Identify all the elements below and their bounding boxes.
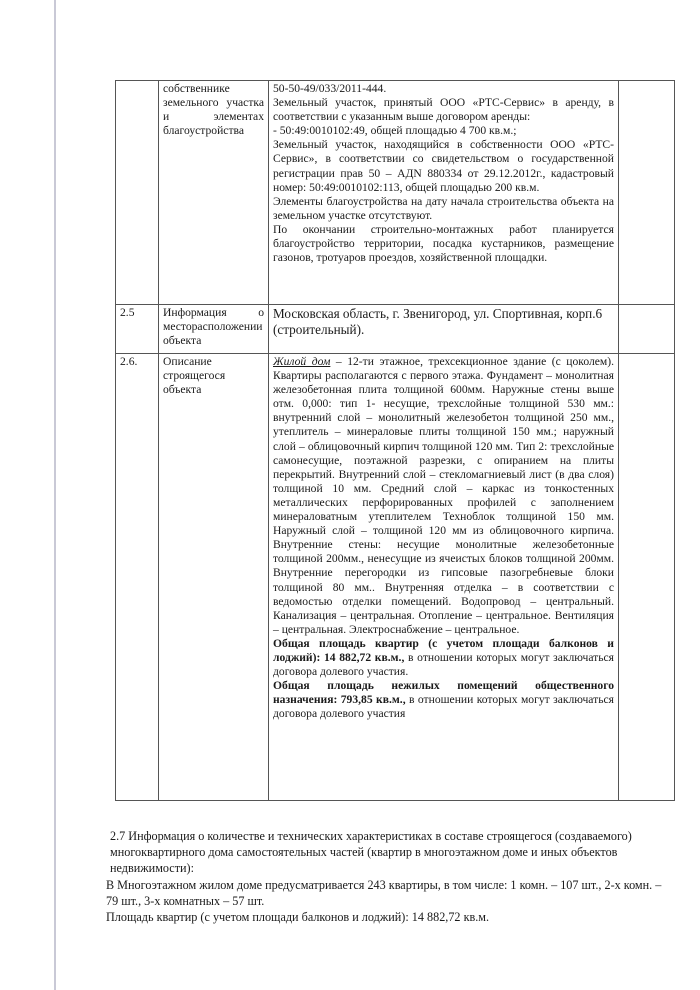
nonresidential-area [273,679,614,721]
row-label: Описание строящегося объекта [159,354,269,801]
apartments-count: В Многоэтажном жилом доме предусматривается 243 квартиры, в том числе: 1 комн. – 107 шт., 2-х комн. – 79 шт., 3-х комнатных – 57 шт. [106,877,662,908]
owned-land-text: Земельный участок, находящийся в собственности ООО «РТС-Сервис», в соответствии со свидетельством о государственной регистрации прав 50 – АДN 880334 от 29.12.2012г., кадастровый номер: 50:49:0010102:113, общей площадью 200 кв.м. [273,138,614,194]
section-2-7 [106,828,666,925]
apartments-area [273,637,614,679]
building-description-text: – 12-ти этажное, трехсекционное здание (с цоколем). Квартиры располагаются с первого этажа. Фундамент – монолитная железобетонная плита толщиной 600мм. Наружные стены выше отм. 0,000: тип 1- несущие, трехслойные толщиной 530 мм.: внутренний слой – монолитный железобетон толщиной 250 мм., утеплитель – минераловые плиты толщиной 150 мм.; наружный слой – облицовочный кирпич толщиной 120 мм. Тип 2: трехслойные самонесущие, поэтажной разрезки, с опиранием на плиты перекрытий. Внутренний слой – стекломагниевый лист (в два слоя) толщиной 10 мм. Средний слой – каркас из тонкостенных металлических перфорированных профилей с заполнением минераловатным утеплителем Техноблок толщиной 150 мм. Наружный слой – толщиной 120 мм из облицовочного кирпича. Внутренние стены: несущие монолитные железобетонные толщиной 200мм., ненесущие из ячеистых блоков толщиной 200мм. Внутренние перегородки из гипсовые пазогребневые блоки толщиной 80 мм.. Внутренняя отделка – в соответствии с ведомостью отделки помещений. Водопровод – центральный. Канализация – центральная. Отопление – центральное. Вентиляция – центральная. Электроснабжение – центральное. [273,355,614,636]
landscaping-planned: По окончании строительно-монтажных работ планируется благоустройство территории, посадка кустарников, размещение газонов, тротуаров проездов, хозяйственной площадки. [273,222,614,265]
apartments-total-area: Площадь квартир (с учетом площади балконов и лоджий): 14 882,72 кв.м. [106,910,490,925]
table-row-location [116,305,675,354]
row-number: 2.6. [116,354,159,801]
row-number: 2.5 [116,305,159,354]
page-binding-line [54,0,56,990]
building-type: Жилой дом [273,355,331,368]
landscaping-current: Элементы благоустройства на дату начала строительства объекта на земельном участке отсутствуют. [273,194,614,222]
row-notes [619,354,675,801]
apartments-area-bold: Общая площадь квартир (с учетом площади балконов и лоджий): 14 882,72 кв.м., [273,636,614,664]
section-heading: 2.7 Информация о количестве и технических характеристиках в составе строящегося (создаваемого) многоквартирного дома самостоятельных частей (квартир в многоэтажном доме и иных объектов недвижимости): [110,829,632,876]
table-row-land-owner [116,81,675,305]
row-notes [619,81,675,305]
row-content [269,81,619,305]
row-label: собственнике земельного участка и элементах благоустройства [159,81,269,305]
row-label: Информация о месторасположении объекта [159,305,269,354]
row-notes [619,305,675,354]
registration-number: 50-50-49/033/2011-444. [273,82,387,95]
nonresidential-area-rest: в отношении которых могут заключаться договора долевого участия [273,693,614,721]
location-value: Московская область, г. Звенигород, ул. Спортивная, корп.6 (строительный). [269,305,619,354]
leased-land-cadastral: - 50:49:0010102:49, общей площадью 4 700 кв.м.; [273,124,517,138]
leased-land-text: Земельный участок, принятый ООО «РТС-Сервис» в аренду, в соответствии с указанным выше договором аренды: [273,96,614,124]
apartments-area-rest: в отношении которых могут заключаться договора долевого участия. [273,650,614,679]
nonresidential-area-bold: Общая площадь нежилых помещений общественного назначения: 793,85 кв.м., [273,679,614,707]
building-description [273,355,614,637]
row-number [116,81,159,305]
project-declaration-table [115,80,675,801]
row-content [269,354,619,801]
table-row-description [116,354,675,801]
